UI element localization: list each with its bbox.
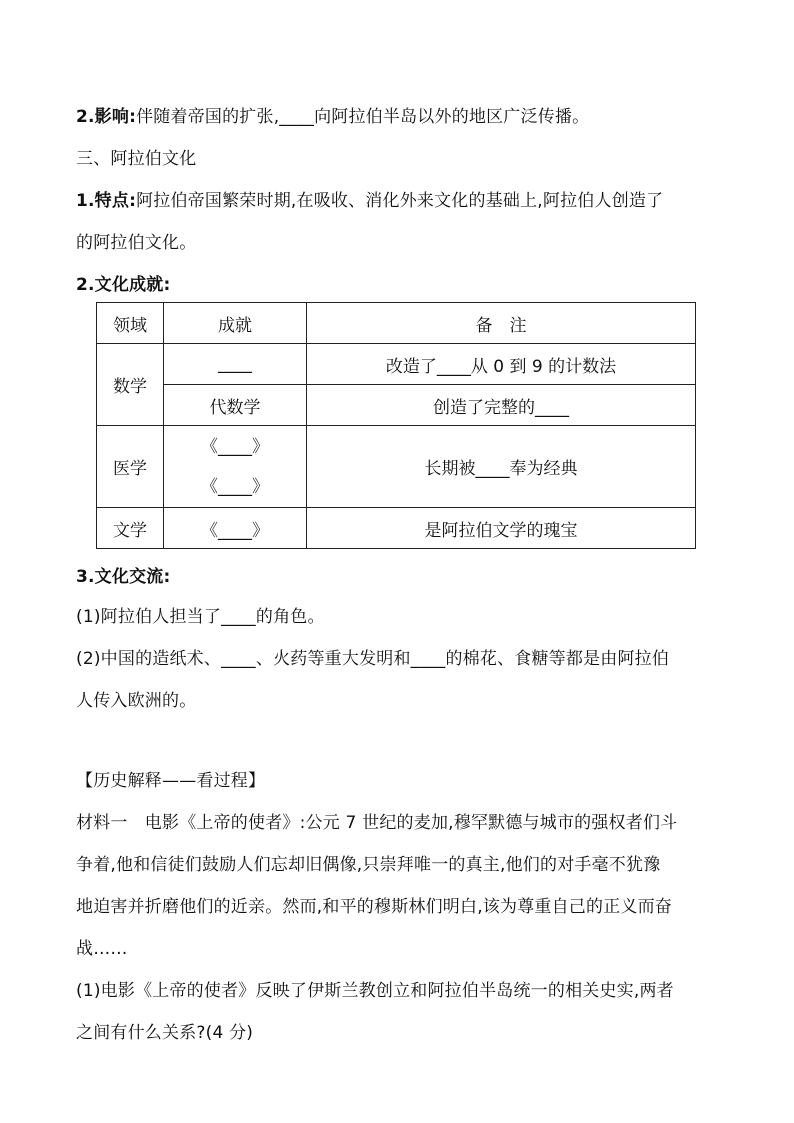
influence-label: 2.影响: <box>76 107 137 127</box>
header-field: 领域 <box>97 303 164 344</box>
material-line-1: 材料一 电影《上帝的使者》:公元 7 世纪的麦加,穆罕默德与城市的强权者们斗 <box>76 813 678 833</box>
achievements-label: 2.文化成就: <box>76 275 171 295</box>
exchange-item-1: (1)阿拉伯人担当了____的角色。 <box>76 607 325 627</box>
material-line-2: 争着,他和信徒们鼓励人们忘却旧偶像,只崇拜唯一的真主,他们的对手毫不犹豫 <box>76 855 661 875</box>
medicine-achievements <box>164 426 307 508</box>
question-line-2: 之间有什么关系?(4 分) <box>76 1023 254 1043</box>
header-achievement: 成就 <box>164 303 307 344</box>
achievements-table <box>96 302 696 549</box>
exchange-label: 3.文化交流: <box>76 567 171 587</box>
feature-text-continued: 的阿拉伯文化。 <box>76 233 197 253</box>
exchange-item-2: (2)中国的造纸术、____、火药等重大发明和____的棉花、食糖等都是由阿拉伯 <box>76 649 670 669</box>
field-literature: 文学 <box>97 508 164 549</box>
influence-line <box>76 106 589 128</box>
field-medicine: 医学 <box>97 426 164 508</box>
medicine-achievement-1: 《____》 <box>201 436 269 457</box>
medicine-achievement-2: 《____》 <box>201 476 269 497</box>
literature-note: 是阿拉伯文学的瑰宝 <box>307 508 696 549</box>
math-note-1: 改造了____从 0 到 9 的计数法 <box>307 344 696 385</box>
math-note-2: 创造了完整的____ <box>307 385 696 426</box>
section-heading-arab-culture: 三、阿拉伯文化 <box>76 149 197 169</box>
history-heading: 【历史解释——看过程】 <box>76 771 266 791</box>
header-note: 备 注 <box>307 303 696 344</box>
question-line-1: (1)电影《上帝的使者》反映了伊斯兰教创立和阿拉伯半岛统一的相关史实,两者 <box>76 981 674 1001</box>
table-row <box>97 344 696 385</box>
literature-achievement: 《____》 <box>164 508 307 549</box>
field-math: 数学 <box>97 344 164 426</box>
math-achievement-1: ____ <box>164 344 307 385</box>
material-line-3: 地迫害并折磨他们的近亲。然而,和平的穆斯林们明白,该为尊重自己的正义而奋 <box>76 897 673 917</box>
exchange-item-2-continued: 人传入欧洲的。 <box>76 691 197 711</box>
table-row <box>97 508 696 549</box>
feature-label: 1.特点: <box>76 191 137 211</box>
influence-text: 伴随着帝国的扩张,____向阿拉伯半岛以外的地区广泛传播。 <box>136 107 590 127</box>
medicine-note: 长期被____奉为经典 <box>307 426 696 508</box>
math-achievement-2: 代数学 <box>164 385 307 426</box>
material-line-4: 战…… <box>76 939 128 959</box>
table-header-row <box>97 303 696 344</box>
table-row <box>97 385 696 426</box>
feature-text: 阿拉伯帝国繁荣时期,在吸收、消化外来文化的基础上,阿拉伯人创造了 <box>136 191 664 211</box>
feature-line <box>76 190 663 212</box>
table-row <box>97 426 696 508</box>
